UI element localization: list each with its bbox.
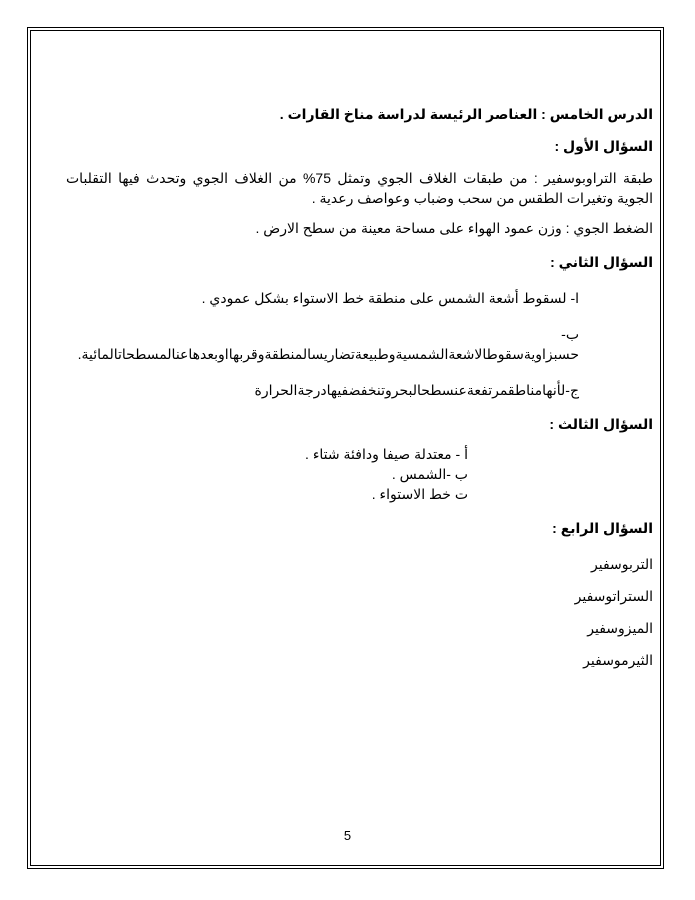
troposphere-definition: طبقة التراوبوسفير : من طبقات الغلاف الجوي وتمثل 75% من الغلاف الجوي وتحدث فيها التقلبات الجوية وتغيرات الطقس من سحب وضباب وعواصف رعدية . (66, 170, 653, 206)
lesson-title: الدرس الخامس : العناصر الرئيسة لدراسة مناخ القارات . (279, 106, 653, 122)
atmosphere-layer: التربوسفير (591, 556, 653, 572)
question-2-answer-b: ب- حسبزاويةسقوطالاشعةالشمسيةوطبيعةتضاريسالمنطقةوقربهااوبعدهاعنالمسطحاتالمائية. (77, 326, 579, 362)
atmosphere-layer: الميزوسفير (587, 620, 653, 636)
question-2-answer-c: ج-لأنهامناطقمرتفعةعنسطحالبحروتنخفضفيهادرجةالحرارة (254, 382, 579, 398)
question-1-heading: السؤال الأول : (554, 138, 653, 154)
question-4-heading: السؤال الرابع : (552, 520, 653, 536)
question-2-answer-a: ا- لسقوط أشعة الشمس على منطقة خط الاستواء بشكل عمودي . (201, 290, 579, 306)
atmosphere-layer: الثيرموسفير (583, 652, 653, 668)
question-2-heading: السؤال الثاني : (550, 254, 653, 270)
atmosphere-layer: الستراتوسفير (574, 588, 653, 604)
pressure-definition: الضغط الجوي : وزن عمود الهواء على مساحة معينة من سطح الارض . (255, 220, 653, 236)
document-body (66, 104, 653, 682)
question-3-answer-a: أ - معتدلة صيفا ودافئة شتاء . (305, 446, 468, 462)
page-number: 5 (343, 828, 352, 843)
question-3-answer-c: ت خط الاستواء . (371, 486, 468, 502)
question-3-heading: السؤال الثالث : (549, 416, 653, 432)
question-3-answers (66, 444, 653, 504)
question-3-answer-b: ب -الشمس . (391, 466, 468, 482)
